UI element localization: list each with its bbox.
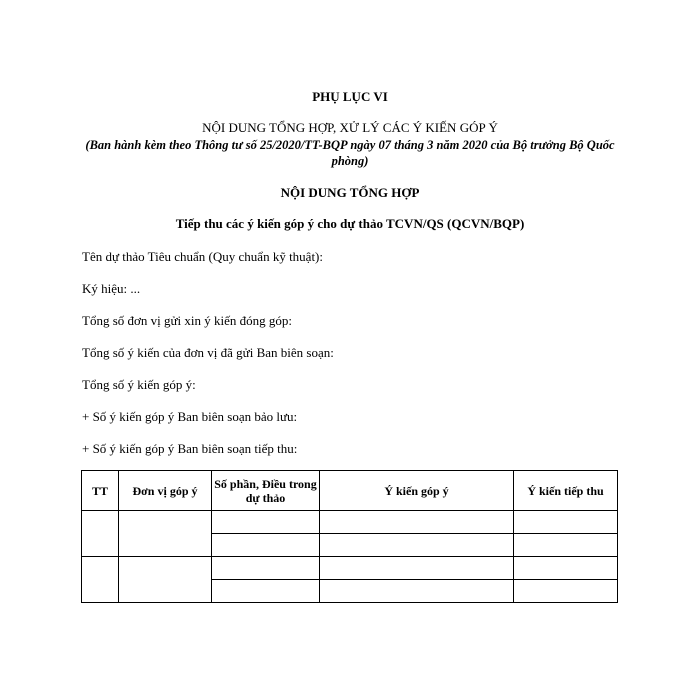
issued-by-note: (Ban hành kèm theo Thông tư số 25/2020/TT-BQP ngày 07 tháng 3 năm 2020 của Bộ trưởng Bộ Quốc phòng) — [85, 138, 615, 168]
table-row — [82, 557, 618, 580]
cell-tt — [82, 511, 119, 557]
field-reserved: + Số ý kiến góp ý Ban biên soạn bảo lưu: — [82, 409, 298, 424]
section-title: NỘI DUNG TỔNG HỢP — [280, 185, 420, 200]
cell-section-article — [212, 580, 320, 603]
feedback-table — [81, 470, 618, 603]
header-section-article: Số phần, Điều trong dự thảo — [212, 471, 320, 511]
document-title: NỘI DUNG TỔNG HỢP, XỬ LÝ CÁC Ý KIẾN GÓP Ý — [202, 120, 498, 135]
header-accepted-feedback: Ý kiến tiếp thu — [514, 471, 618, 511]
header-tt: TT — [82, 471, 119, 511]
header-unit: Đơn vị góp ý — [119, 471, 212, 511]
cell-unit — [119, 511, 212, 557]
field-draft-name: Tên dự thảo Tiêu chuẩn (Quy chuẩn kỹ thuật): — [82, 249, 324, 264]
cell-section-article — [212, 511, 320, 534]
cell-accepted-feedback — [514, 580, 618, 603]
cell-feedback — [320, 534, 514, 557]
field-accepted: + Số ý kiến góp ý Ban biên soạn tiếp thu: — [82, 441, 298, 456]
appendix-title: PHỤ LỤC VI — [312, 89, 388, 104]
cell-accepted-feedback — [514, 511, 618, 534]
cell-unit — [119, 557, 212, 603]
field-code: Ký hiệu: ... — [82, 281, 141, 296]
cell-feedback — [320, 557, 514, 580]
cell-tt — [82, 557, 119, 603]
field-total-feedback: Tổng số ý kiến góp ý: — [82, 377, 196, 392]
cell-section-article — [212, 534, 320, 557]
field-total-units: Tổng số đơn vị gửi xin ý kiến đóng góp: — [82, 313, 292, 328]
cell-feedback — [320, 580, 514, 603]
cell-section-article — [212, 557, 320, 580]
cell-accepted-feedback — [514, 534, 618, 557]
field-total-opinions-sent: Tổng số ý kiến của đơn vị đã gửi Ban biên soạn: — [82, 345, 334, 360]
table-row — [82, 511, 618, 534]
subsection-title: Tiếp thu các ý kiến góp ý cho dự thảo TCVN/QS (QCVN/BQP) — [175, 216, 525, 231]
header-feedback: Ý kiến góp ý — [320, 471, 514, 511]
table-header-row — [82, 471, 618, 511]
cell-feedback — [320, 511, 514, 534]
cell-accepted-feedback — [514, 557, 618, 580]
